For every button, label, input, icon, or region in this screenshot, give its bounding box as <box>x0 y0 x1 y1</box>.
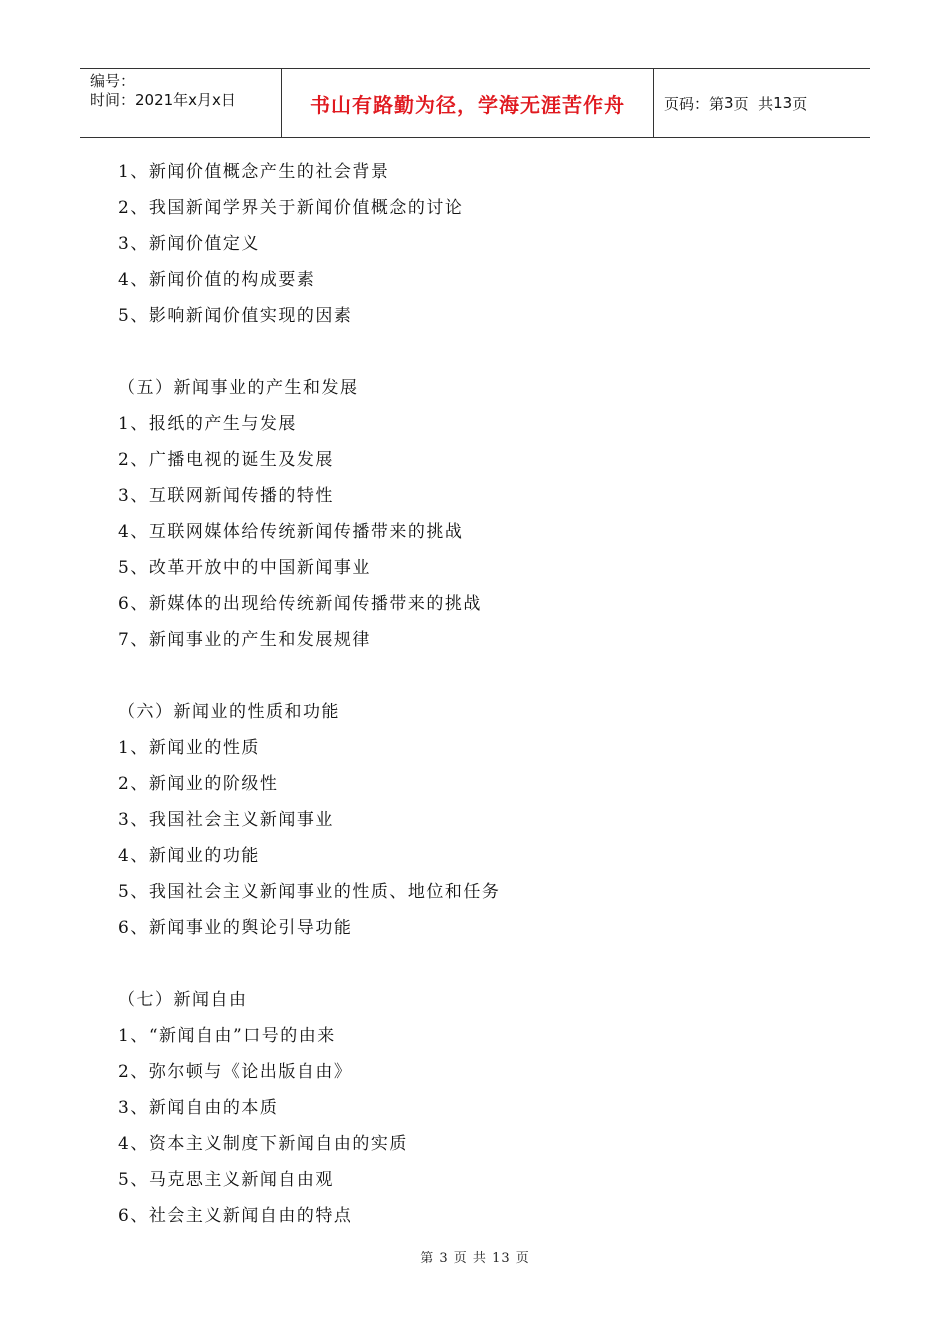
outline-section <box>118 154 838 334</box>
section-heading: （七）新闻自由 <box>118 990 248 1010</box>
footer-page-total: 13 <box>492 1251 511 1266</box>
section-heading: （五）新闻事业的产生和发展 <box>118 378 359 398</box>
outline-item: 5、马克思主义新闻自由观 <box>118 1170 334 1190</box>
outline-item: 3、互联网新闻传播的特性 <box>118 486 334 506</box>
outline-item: 6、社会主义新闻自由的特点 <box>118 1206 353 1226</box>
outline-item: 4、新闻业的功能 <box>118 846 260 866</box>
footer-prefix: 第 <box>420 1251 440 1266</box>
outline-item: 5、我国社会主义新闻事业的性质、地位和任务 <box>118 882 501 902</box>
page-total: 13 <box>773 94 793 112</box>
page-prefix: 页码：第 <box>664 94 725 113</box>
outline-item: 5、改革开放中的中国新闻事业 <box>118 558 371 578</box>
outline-item: 6、新媒体的出现给传统新闻传播带来的挑战 <box>118 594 482 614</box>
outline-item: 2、弥尔顿与《论出版自由》 <box>118 1062 353 1082</box>
outline-item: 5、影响新闻价值实现的因素 <box>118 306 353 326</box>
outline-item: 1、新闻价值概念产生的社会背景 <box>118 162 390 182</box>
outline-item: 1、报纸的产生与发展 <box>118 414 297 434</box>
section-heading: （六）新闻业的性质和功能 <box>118 702 340 722</box>
outline-item: 3、新闻自由的本质 <box>118 1098 279 1118</box>
footer-mid: 页 共 <box>448 1251 493 1266</box>
outline-item: 7、新闻事业的产生和发展规律 <box>118 630 371 650</box>
header-meta <box>80 69 282 137</box>
outline-item: 3、我国社会主义新闻事业 <box>118 810 334 830</box>
outline-section <box>118 982 838 1234</box>
header-page-indicator <box>654 69 870 137</box>
header-motto-cell <box>282 69 654 137</box>
document-number-label: 编号： <box>90 72 136 90</box>
outline-item: 2、广播电视的诞生及发展 <box>118 450 334 470</box>
outline-item: 4、资本主义制度下新闻自由的实质 <box>118 1134 408 1154</box>
page-header <box>80 68 870 138</box>
page-mid: 页 共 <box>733 94 774 113</box>
footer-suffix: 页 <box>510 1251 530 1266</box>
page-suffix: 页 <box>792 94 808 113</box>
outline-section <box>118 370 838 658</box>
outline-item: 6、新闻事业的舆论引导功能 <box>118 918 353 938</box>
outline-item: 1、新闻业的性质 <box>118 738 260 758</box>
document-time-label: 时间：2021年x月x日 <box>90 91 236 109</box>
outline-item: 2、我国新闻学界关于新闻价值概念的讨论 <box>118 198 464 218</box>
header-motto: 书山有路勤为径，学海无涯苦作舟 <box>310 92 625 117</box>
outline-content <box>118 154 838 1270</box>
outline-section <box>118 694 838 946</box>
outline-item: 4、互联网媒体给传统新闻传播带来的挑战 <box>118 522 464 542</box>
page-footer <box>0 1247 950 1266</box>
outline-item: 4、新闻价值的构成要素 <box>118 270 316 290</box>
outline-item: 2、新闻业的阶级性 <box>118 774 279 794</box>
page-number: 3 <box>724 94 734 112</box>
outline-item: 3、新闻价值定义 <box>118 234 260 254</box>
footer-page-number: 3 <box>439 1251 449 1266</box>
outline-item: 1、“新闻自由”口号的由来 <box>118 1026 336 1046</box>
